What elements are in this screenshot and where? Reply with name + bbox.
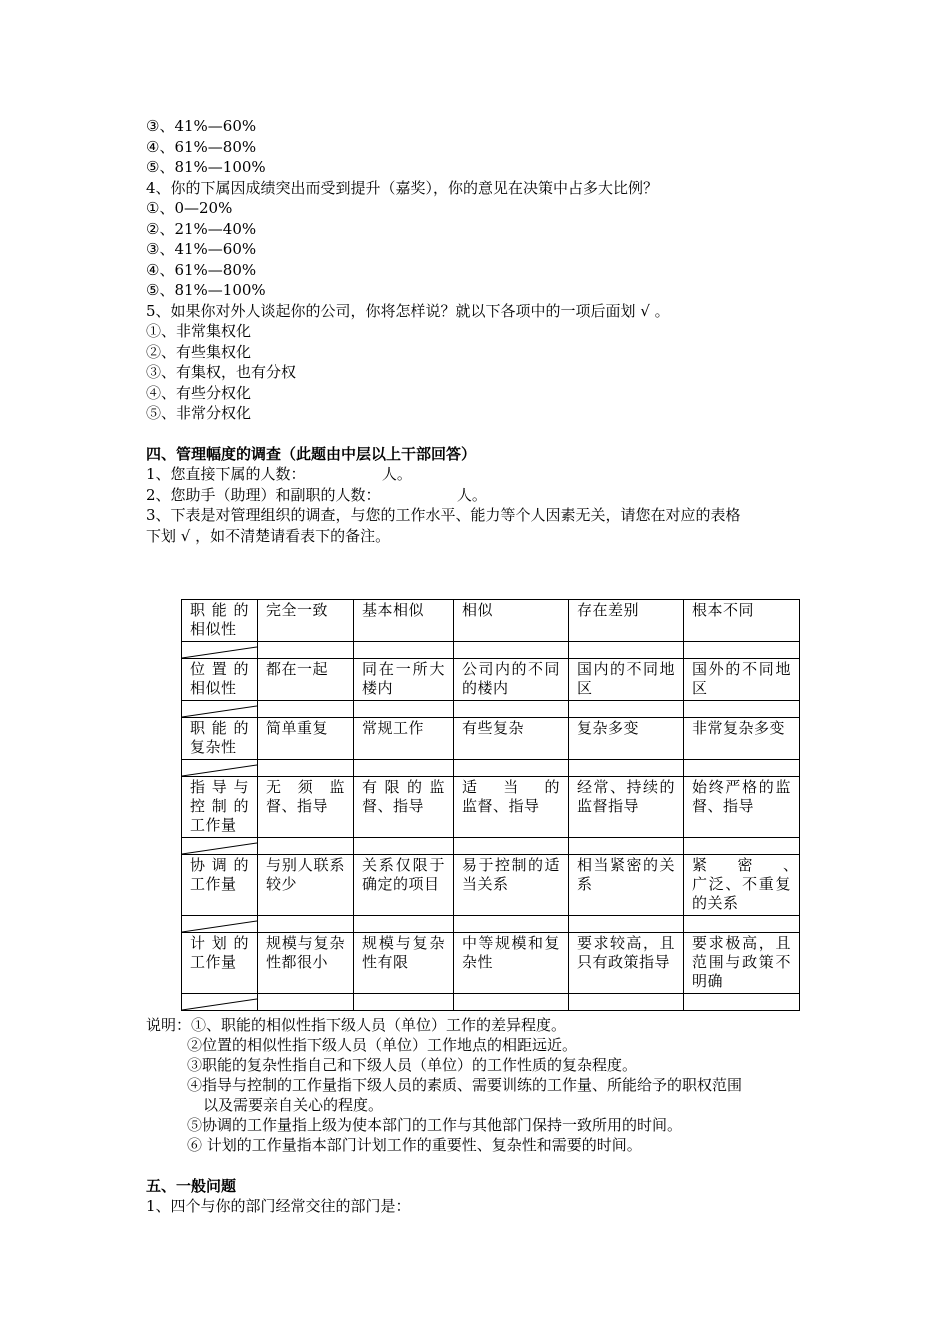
check-cell[interactable] [354, 760, 454, 777]
option-cell[interactable]: 非常复杂多变 [684, 718, 800, 760]
table-row [182, 718, 800, 760]
q4-question: 4、你的下属因成绩突出而受到提升（嘉奖），你的意见在决策中占多大比例？ [146, 179, 659, 197]
q5-option-5: ⑤、非常分权化 [146, 404, 252, 422]
note-2: ②位置的相似性指下级人员（单位）工作地点的相距远近。 [187, 1036, 578, 1054]
section4-q2: 2、您助手（助理）和副职的人数： 人。 [146, 486, 487, 504]
section5-title: 五、一般问题 [146, 1177, 237, 1195]
check-cell[interactable] [258, 642, 354, 659]
q5-option-3: ③、有集权，也有分权 [146, 363, 297, 381]
check-cell[interactable] [569, 916, 684, 933]
option-cell[interactable]: 规模与复杂性有限 [354, 933, 454, 994]
check-cell[interactable] [454, 760, 569, 777]
option-cell[interactable]: 同在一所大楼内 [354, 659, 454, 701]
option-cell[interactable]: 适 当 的 监督、指导 [454, 777, 569, 838]
check-cell[interactable] [182, 916, 258, 933]
section5-q1: 1、四个与你的部门经常交往的部门是： [146, 1197, 411, 1215]
row-header-cell: 计划的工作量 [182, 933, 258, 994]
table-row [182, 659, 800, 701]
check-cell[interactable] [182, 994, 258, 1011]
table-check-row [182, 760, 800, 777]
note-4-line2: 以及需要亲自关心的程度。 [203, 1096, 384, 1114]
check-cell[interactable] [454, 701, 569, 718]
option-cell[interactable]: 国外的不同地区 [684, 659, 800, 701]
note-1: 说明：①、职能的相似性指下级人员（单位）工作的差异程度。 [146, 1016, 567, 1034]
option-cell[interactable]: 要求极高，且范围与政策不明确 [684, 933, 800, 994]
option-cell[interactable]: 与别人联系较少 [258, 855, 354, 916]
q4-option-2: ②、21%—40% [146, 220, 257, 238]
option-cell[interactable]: 规模与复杂性都很小 [258, 933, 354, 994]
q5-option-1: ①、非常集权化 [146, 322, 252, 340]
table-check-row [182, 916, 800, 933]
check-cell[interactable] [182, 642, 258, 659]
check-cell[interactable] [182, 701, 258, 718]
note-4-line1: ④指导与控制的工作量指下级人员的素质、需要训练的工作量、所能给予的职权范围 [187, 1076, 743, 1094]
check-cell[interactable] [258, 916, 354, 933]
table-row [182, 933, 800, 994]
option-cell[interactable]: 常规工作 [354, 718, 454, 760]
note-5: ⑤协调的工作量指上级为使本部门的工作与其他部门保持一致所用的时间。 [187, 1116, 683, 1134]
option-cell[interactable]: 相似 [454, 600, 569, 642]
option-cell[interactable]: 存在差别 [569, 600, 684, 642]
table-check-row [182, 642, 800, 659]
check-cell[interactable] [354, 642, 454, 659]
q4-option-5: ⑤、81%—100% [146, 281, 266, 299]
option-cell[interactable]: 国内的不同地区 [569, 659, 684, 701]
note-3: ③职能的复杂性指自己和下级人员（单位）的工作性质的复杂程度。 [187, 1056, 638, 1074]
check-cell[interactable] [569, 701, 684, 718]
q3-option-4: ④、61%—80% [146, 138, 257, 156]
check-cell[interactable] [354, 916, 454, 933]
option-cell[interactable]: 要求较高，且只有政策指导 [569, 933, 684, 994]
check-cell[interactable] [354, 994, 454, 1011]
table-check-row [182, 701, 800, 718]
row-header-cell: 协调的工作量 [182, 855, 258, 916]
option-cell[interactable]: 都在一起 [258, 659, 354, 701]
check-cell[interactable] [684, 642, 800, 659]
option-cell[interactable]: 有限的监督、指导 [354, 777, 454, 838]
check-cell[interactable] [454, 994, 569, 1011]
option-cell[interactable]: 易于控制的适当关系 [454, 855, 569, 916]
check-cell[interactable] [258, 760, 354, 777]
table-check-row [182, 994, 800, 1011]
table-check-row [182, 838, 800, 855]
check-cell[interactable] [684, 701, 800, 718]
q4-option-3: ③、41%—60% [146, 240, 257, 258]
check-cell[interactable] [454, 916, 569, 933]
section4-q3-line2: 下划 √ ，如不清楚请看表下的备注。 [146, 527, 391, 545]
note-6: ⑥ 计划的工作量指本部门计划工作的重要性、复杂性和需要的时间。 [187, 1136, 642, 1154]
check-cell[interactable] [182, 760, 258, 777]
option-cell[interactable]: 简单重复 [258, 718, 354, 760]
section4-q3-line1: 3、下表是对管理组织的调查，与您的工作水平、能力等个人因素无关，请您在对应的表格 [146, 506, 741, 524]
table-row [182, 855, 800, 916]
q4-option-4: ④、61%—80% [146, 261, 257, 279]
q5-question: 5、如果你对外人谈起你的公司，你将怎样说？就以下各项中的一项后面划 √ 。 [146, 302, 670, 320]
section4-q1: 1、您直接下属的人数： 人。 [146, 465, 412, 483]
option-cell[interactable]: 完全一致 [258, 600, 354, 642]
check-cell[interactable] [569, 994, 684, 1011]
diagonal-line [182, 838, 257, 854]
row-header-cell: 职能的复杂性 [182, 718, 258, 760]
check-cell[interactable] [569, 642, 684, 659]
diagonal-line [182, 916, 257, 932]
option-cell[interactable]: 有些复杂 [454, 718, 569, 760]
diagonal-line [182, 760, 257, 776]
option-cell[interactable]: 公司内的不同的楼内 [454, 659, 569, 701]
q3-option-5: ⑤、81%—100% [146, 158, 266, 176]
section4-title: 四、管理幅度的调查（此题由中层以上干部回答） [146, 445, 477, 463]
q5-option-4: ④、有些分权化 [146, 384, 252, 402]
row-header-cell: 职能的相似性 [182, 600, 258, 642]
check-cell[interactable] [258, 701, 354, 718]
check-cell[interactable] [354, 701, 454, 718]
option-cell[interactable]: 关系仅限于确定的项目 [354, 855, 454, 916]
q4-option-1: ①、0—20% [146, 199, 233, 217]
check-cell[interactable] [258, 994, 354, 1011]
check-cell[interactable] [684, 916, 800, 933]
table-row [182, 600, 800, 642]
option-cell[interactable]: 基本相似 [354, 600, 454, 642]
check-cell[interactable] [684, 760, 800, 777]
option-cell[interactable]: 无 须 监督、指导 [258, 777, 354, 838]
check-cell[interactable] [354, 838, 454, 855]
q5-option-2: ②、有些集权化 [146, 343, 252, 361]
option-cell[interactable]: 复杂多变 [569, 718, 684, 760]
option-cell[interactable]: 相当紧密的关系 [569, 855, 684, 916]
option-cell[interactable]: 根本不同 [684, 600, 800, 642]
diagonal-line [182, 701, 257, 717]
option-cell[interactable]: 经常、持续的监督指导 [569, 777, 684, 838]
row-header-cell: 指导与控制的工作量 [182, 777, 258, 838]
check-cell[interactable] [569, 838, 684, 855]
check-cell[interactable] [684, 994, 800, 1011]
option-cell[interactable]: 紧 密 、 广泛、不重复的关系 [684, 855, 800, 916]
check-cell[interactable] [569, 760, 684, 777]
option-cell[interactable]: 中等规模和复杂性 [454, 933, 569, 994]
option-cell[interactable]: 始终严格的监督、指导 [684, 777, 800, 838]
management-span-table [181, 599, 807, 1011]
diagonal-line [182, 994, 257, 1010]
q3-option-3: ③、41%—60% [146, 117, 257, 135]
check-cell[interactable] [454, 642, 569, 659]
table-row [182, 777, 800, 838]
check-cell[interactable] [454, 838, 569, 855]
check-cell[interactable] [258, 838, 354, 855]
row-header-cell: 位置的相似性 [182, 659, 258, 701]
check-cell[interactable] [684, 838, 800, 855]
check-cell[interactable] [182, 838, 258, 855]
diagonal-line [182, 642, 257, 658]
